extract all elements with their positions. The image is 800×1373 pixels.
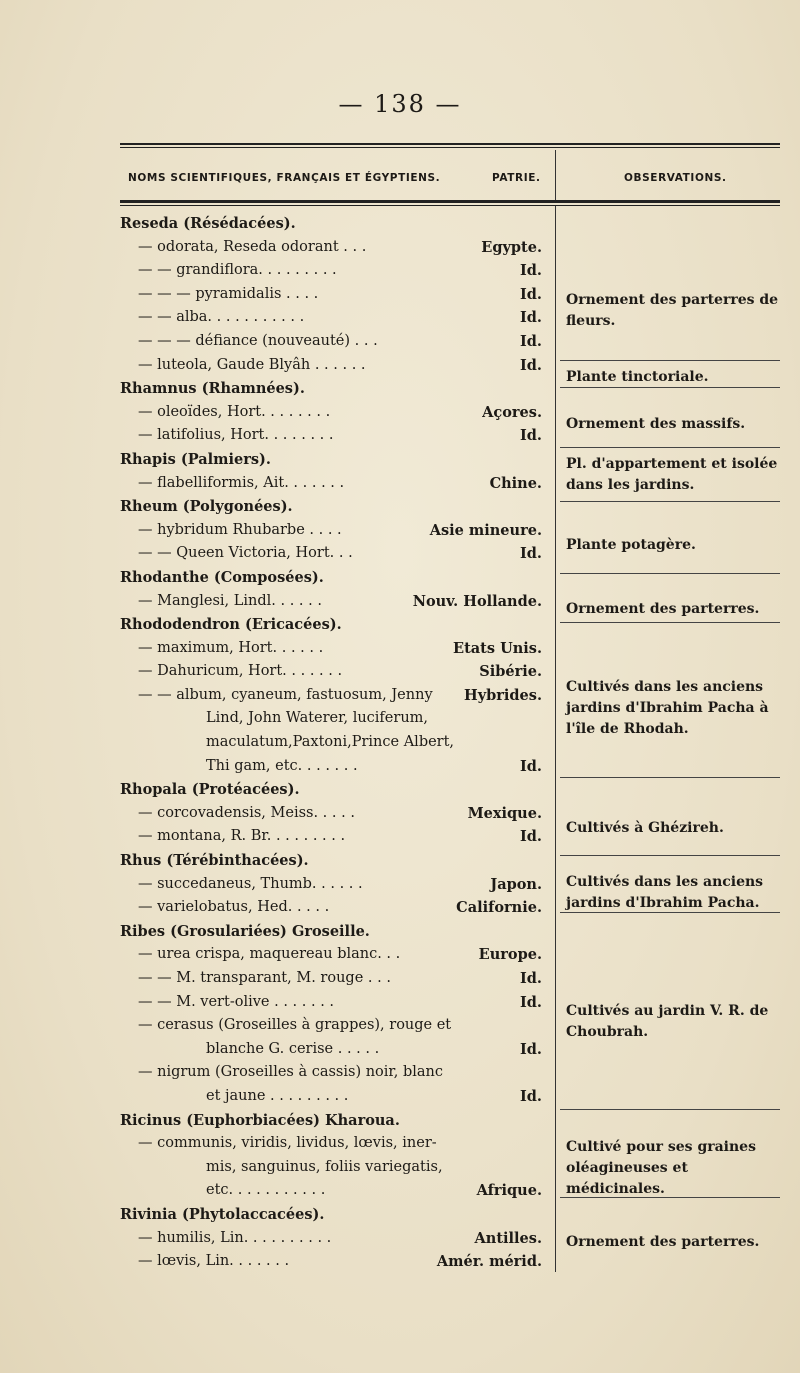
table-row [120, 707, 550, 731]
table-row [120, 1109, 550, 1133]
header-names: NOMS SCIENTIFIQUES, FRANÇAIS ET ÉGYPTIENS. [128, 172, 441, 184]
country-cell: Id. [520, 309, 542, 327]
species-list [120, 212, 550, 1274]
species-name: — oleoïdes, Hort. . . . . . . . [138, 403, 331, 420]
table-row [120, 472, 550, 496]
header-observations: OBSERVATIONS. [624, 172, 727, 184]
species-name: — — album, cyaneum, fastuosum, Jenny [138, 686, 433, 703]
country-cell: Id. [520, 285, 542, 303]
species-name: — odorata, Reseda odorant . . . [138, 238, 367, 255]
country-cell: Id. [520, 757, 542, 775]
observation-separator [560, 1197, 780, 1198]
country-cell: Nouv. Hollande. [412, 592, 542, 610]
observation-separator [560, 855, 780, 856]
table-row [120, 802, 550, 826]
table-row [120, 306, 550, 330]
country-cell: Id. [520, 1087, 542, 1105]
table-row [120, 448, 550, 472]
species-name: Rhododendron (Ericacées). [120, 616, 342, 634]
table-row [120, 731, 550, 755]
species-name: — corcovadensis, Meiss. . . . . [138, 804, 355, 821]
table-row [120, 1203, 550, 1227]
table-row [120, 519, 550, 543]
species-name: — cerasus (Groseilles à grappes), rouge et [138, 1017, 452, 1034]
species-name: — montana, R. Br. . . . . . . . . [138, 828, 346, 845]
table-row [120, 236, 550, 260]
observation-note: Ornement des massifs. [566, 416, 746, 432]
country-cell: Id. [520, 332, 542, 350]
species-name: — luteola, Gaude Blyâh . . . . . . [138, 356, 366, 373]
species-name: etc. . . . . . . . . . . [206, 1182, 326, 1199]
country-cell: Japon. [490, 875, 542, 893]
species-name: — maximum, Hort. . . . . . [138, 639, 324, 656]
country-cell: Id. [520, 262, 542, 280]
species-name: — succedaneus, Thumb. . . . . . [138, 875, 363, 892]
observation-separator [560, 387, 780, 388]
observation-note: Cultivés au jardin V. R. de Choubrah. [566, 1003, 769, 1040]
species-name: — — — pyramidalis . . . . [138, 285, 319, 302]
species-name: — Manglesi, Lindl. . . . . . [138, 592, 322, 609]
table-row [120, 1038, 550, 1062]
observation-note: Ornement des parterres de fleurs. [566, 292, 779, 329]
country-cell: Egypte. [481, 238, 542, 256]
table-row [120, 1250, 550, 1274]
species-name: Rheum (Polygonées). [120, 498, 293, 516]
column-divider [555, 206, 556, 1272]
observation-separator [560, 501, 780, 502]
species-name: et jaune . . . . . . . . . [206, 1087, 349, 1104]
table-row [120, 684, 550, 708]
table-row [120, 943, 550, 967]
top-rule [120, 143, 780, 145]
table-row [120, 1132, 550, 1156]
country-cell: Californie. [456, 899, 542, 917]
observation-separator [560, 573, 780, 574]
species-name: Ricinus (Euphorbiacées) Kharoua. [120, 1111, 400, 1129]
country-cell: Asie mineure. [429, 521, 542, 539]
observation-note: Ornement des parterres. [566, 601, 760, 617]
species-name: Rhodanthe (Composées). [120, 568, 324, 586]
table-row [120, 873, 550, 897]
species-name: — — grandiflora. . . . . . . . . [138, 262, 337, 279]
country-cell: Antilles. [474, 1229, 542, 1247]
table-row [120, 377, 550, 401]
species-name: — — alba. . . . . . . . . . . [138, 309, 305, 326]
country-cell: Etats Unis. [453, 639, 542, 657]
country-cell: Id. [520, 993, 542, 1011]
species-name: — lœvis, Lin. . . . . . . [138, 1253, 290, 1270]
country-cell: Mexique. [467, 804, 542, 822]
observation-note: Cultivés dans les anciens jardins d'Ibrahim Pacha. [566, 874, 764, 911]
species-name: — — M. transparant, M. rouge . . . [138, 970, 391, 986]
country-cell: Europe. [478, 946, 542, 964]
species-name: — varielobatus, Hed. . . . . [138, 899, 330, 916]
table-row [120, 590, 550, 614]
species-name: Ribes (Grosulariées) Groseille. [120, 922, 370, 940]
table-row [120, 1061, 550, 1085]
species-name: — latifolius, Hort. . . . . . . . [138, 427, 334, 444]
observation-note: Plante potagère. [566, 537, 696, 553]
country-cell: Id. [520, 545, 542, 563]
country-cell: Sibérie. [479, 663, 542, 681]
country-cell: Id. [520, 970, 542, 987]
species-name: — urea crispa, maquereau blanc. . . [138, 946, 401, 963]
species-name: Reseda (Résédacées). [120, 215, 296, 232]
table-row [120, 778, 550, 802]
observation-separator [560, 622, 780, 623]
observation-separator [560, 777, 780, 778]
table-row [120, 1085, 550, 1109]
table-row [120, 330, 550, 354]
species-name: — nigrum (Groseilles à cassis) noir, blanc [138, 1064, 443, 1081]
species-name: Rhamnus (Rhamnées). [120, 380, 305, 398]
table-row [120, 920, 550, 944]
page-number: — 138 — [338, 90, 462, 118]
species-name: — humilis, Lin. . . . . . . . . . [138, 1229, 332, 1246]
species-name: Rhus (Térébinthacées). [120, 852, 309, 870]
table-row [120, 354, 550, 378]
table-row [120, 1227, 550, 1251]
table-row [120, 1014, 550, 1038]
species-name: — communis, viridis, lividus, lœvis, iner- [138, 1135, 437, 1152]
table-row [120, 212, 550, 236]
table-row [120, 825, 550, 849]
species-name: blanche G. cerise . . . . . [206, 1040, 380, 1057]
observation-separator [560, 912, 780, 913]
country-cell: Id. [520, 828, 542, 846]
top-rule-thin [120, 147, 780, 148]
table-row [120, 259, 550, 283]
species-name: maculatum,Paxtoni,Prince Albert, [206, 734, 455, 751]
header-rule [120, 200, 780, 203]
table-row [120, 1179, 550, 1203]
country-cell: Chine. [489, 474, 542, 492]
species-name: Rhapis (Palmiers). [120, 450, 271, 468]
observation-separator [560, 1109, 780, 1110]
species-name: Thi gam, etc. . . . . . . [206, 757, 358, 774]
observation-note: Cultivés à Ghézireh. [566, 820, 724, 836]
country-cell: Id. [520, 427, 542, 445]
observation-note: Plante tinctoriale. [566, 369, 709, 385]
table-row [120, 991, 550, 1015]
country-cell: Açores. [482, 403, 542, 421]
country-cell: Id. [520, 356, 542, 374]
country-cell: Id. [520, 1040, 542, 1058]
country-cell: Hybrides. [464, 686, 542, 704]
species-name: — Dahuricum, Hort. . . . . . . [138, 663, 343, 680]
table-row [120, 755, 550, 779]
observation-note: Pl. d'appartement et isolée dans les jardins. [566, 456, 778, 493]
table-row [120, 424, 550, 448]
species-name: — flabelliformis, Ait. . . . . . . [138, 474, 345, 491]
observation-separator [560, 360, 780, 361]
observation-note: Cultivés dans les anciens jardins d'Ibrahim Pacha à l'île de Rhodah. [566, 679, 769, 737]
observation-note: Ornement des parterres. [566, 1234, 760, 1250]
header-country: PATRIE. [492, 172, 541, 184]
country-cell: Afrique. [476, 1182, 542, 1200]
header-column-divider [555, 150, 556, 200]
species-name: mis, sanguinus, foliis variegatis, [206, 1158, 443, 1175]
observation-note: Cultivé pour ses graines oléagineuses et médicinales. [566, 1139, 756, 1197]
table-row [120, 660, 550, 684]
species-name: — hybridum Rhubarbe . . . . [138, 521, 342, 538]
table-row [120, 1156, 550, 1180]
species-name: — — M. vert-olive . . . . . . . [138, 993, 335, 1010]
table-row [120, 401, 550, 425]
species-name: — — — défiance (nouveauté) . . . [138, 332, 378, 349]
table-row [120, 613, 550, 637]
table-row [120, 542, 550, 566]
observation-separator [560, 447, 780, 448]
header-rule-thin [120, 205, 780, 206]
table-row [120, 495, 550, 519]
country-cell: Amér. mérid. [436, 1253, 542, 1271]
species-name: — — Queen Victoria, Hort. . . [138, 545, 353, 562]
species-name: Rhopala (Protéacées). [120, 781, 300, 799]
table-row [120, 967, 550, 991]
table-row [120, 896, 550, 920]
species-name: Rivinia (Phytolaccacées). [120, 1205, 325, 1223]
species-name: Lind, John Waterer, luciferum, [206, 710, 429, 727]
table-row [120, 637, 550, 661]
table-row [120, 283, 550, 307]
table-row [120, 566, 550, 590]
table-row [120, 849, 550, 873]
